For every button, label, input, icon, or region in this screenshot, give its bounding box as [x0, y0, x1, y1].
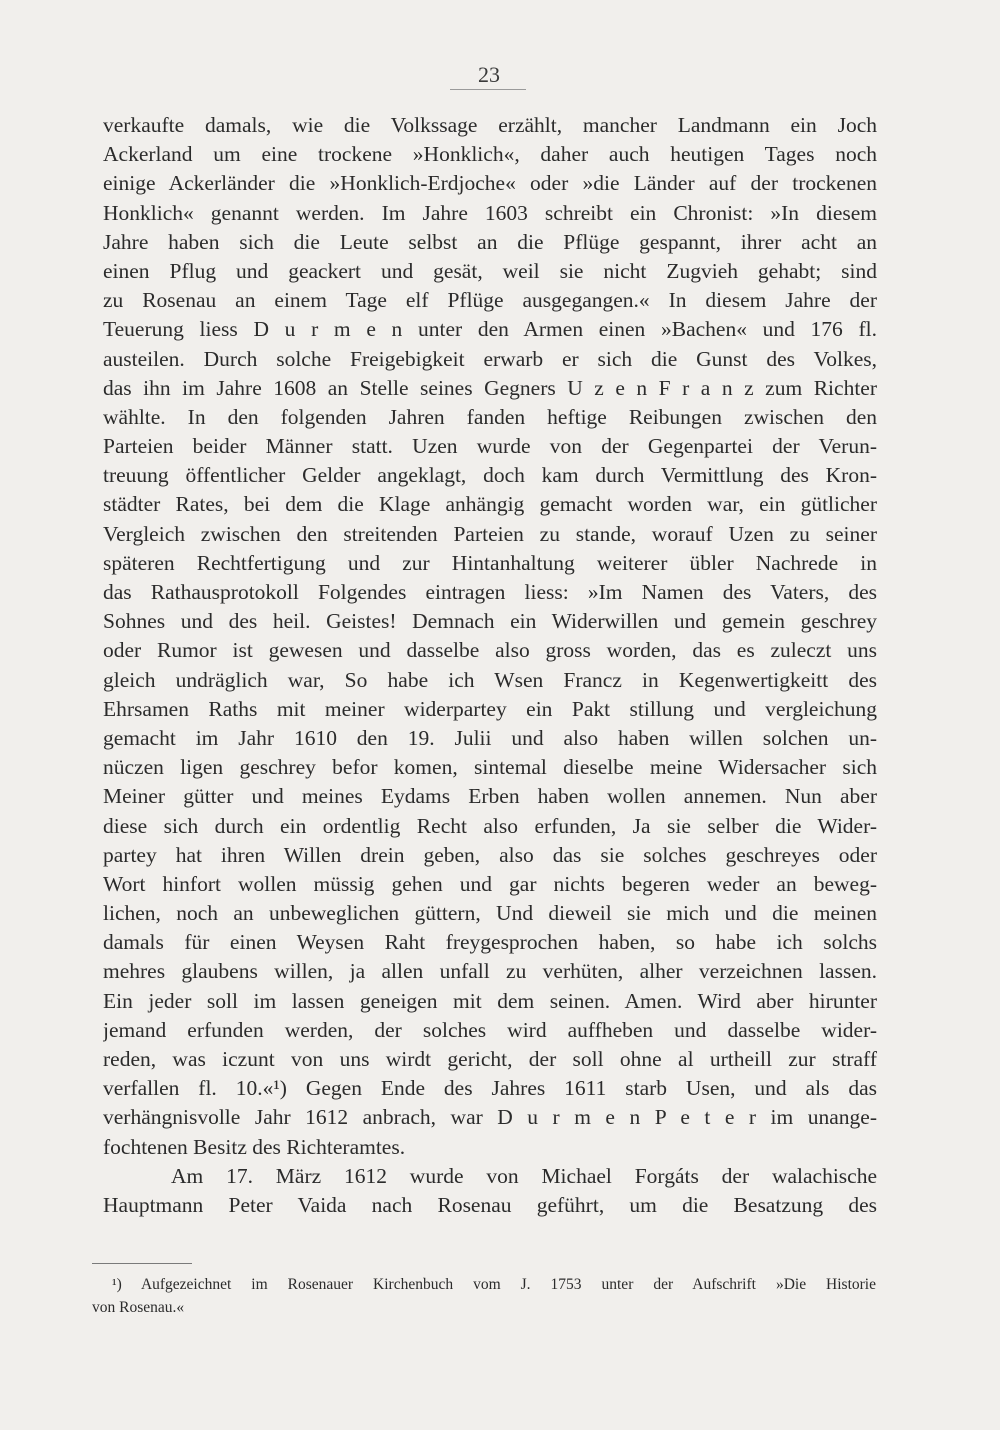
text-line: einen Pflug und geackert und gesät, weil sie nicht Zugvieh gehabt; sind [103, 258, 877, 283]
text-line: Wort hinfort wollen müssig gehen und gar nichts begeren weder an beweg- [103, 871, 877, 896]
footnote-rule [92, 1263, 192, 1264]
text-line: Ackerland um eine trockene »Honklich«, daher auch heutigen Tages noch [103, 142, 877, 167]
text-line: gemacht im Jahr 1610 den 19. Julii und also haben willen solchen un- [103, 725, 877, 750]
text-line: Parteien beider Männer statt. Uzen wurde von der Gegenpartei der Verun- [103, 434, 877, 459]
text-line: städter Rates, bei dem die Klage anhängig gemacht worden war, ein gütlicher [103, 492, 877, 517]
text-line: nüczen ligen geschrey befor komen, sintemal dieselbe meine Widersacher sich [103, 755, 877, 780]
text-line: verfallen fl. 10.«¹) Gegen Ende des Jahres 1611 starb Usen, und als das [103, 1076, 877, 1101]
text-line: Sohnes und des heil. Geistes! Demnach ein Widerwillen und gemein geschrey [103, 609, 877, 634]
text-line: diese sich durch ein ordentlig Recht also erfunden, Ja sie selber die Wider- [103, 813, 877, 838]
text-line: gleich undräglich war, So habe ich Wsen Francz in Kegenwertigkeitt des [103, 667, 877, 692]
text-line: lichen, noch an unbeweglichen güttern, Und dieweil sie mich und die meinen [103, 901, 877, 926]
footnote-line: von Rosenau.« [92, 1299, 185, 1316]
text-line: Ein jeder soll im lassen geneigen mit dem seinen. Amen. Wird aber hirunter [103, 988, 877, 1013]
text-line: späteren Rechtfertigung und zur Hintanhaltung weiterer übler Nachrede in [103, 550, 877, 575]
text-line: treuung öffentlicher Gelder angeklagt, doch kam durch Vermittlung des Kron- [103, 463, 877, 488]
text-line: reden, was iczunt von uns wirdt gericht, der soll ohne al urtheill zur straff [103, 1047, 877, 1071]
text-line: Teuerung liess D u r m e n unter den Armen einen »Bachen« und 176 fl. [103, 317, 877, 342]
text-line: damals für einen Weysen Raht freygesprochen haben, so habe ich solchs [103, 930, 877, 955]
text-line: das Rathausprotokoll Folgendes eintragen liess: »Im Namen des Vaters, des [103, 580, 877, 604]
text-line: partey hat ihren Willen drein geben, also das sie solches geschreyes oder [103, 842, 877, 867]
text-line: wählte. In den folgenden Jahren fanden heftige Reibungen zwischen den [103, 404, 877, 429]
footnote-line: ¹) Aufgezeichnet im Rosenauer Kirchenbuch vom J. 1753 unter der Aufschrift »Die Historie [112, 1276, 876, 1293]
text-line: jemand erfunden werden, der solches wird auffheben und dasselbe wider- [103, 1017, 877, 1042]
page-number-rule [450, 89, 526, 90]
body-text [103, 111, 877, 1220]
paragraph-end-line: fochtenen Besitz des Richteramtes. [103, 1134, 406, 1159]
text-line: das ihn im Jahre 1608 an Stelle seines Gegners U z e n F r a n z zum Richter [103, 375, 877, 400]
footnotes [92, 1273, 876, 1319]
text-line: Honklich« genannt werden. Im Jahre 1603 schreibt ein Chronist: »In diesem [103, 200, 877, 225]
text-line: oder Rumor ist gewesen und dasselbe also gross worden, das es zuleczt uns [103, 638, 877, 663]
text-line: Meiner gütter und meines Eydams Erben haben wollen annemen. Nun aber [103, 784, 877, 809]
paragraph-start-line: Am 17. März 1612 wurde von Michael Forgáts der walachische [171, 1163, 877, 1188]
text-line: austeilen. Durch solche Freigebigkeit erwarb er sich die Gunst des Volkes, [103, 346, 877, 371]
text-line: verhängnisvolle Jahr 1612 anbrach, war D u r m e n P e t e r im unange- [103, 1105, 877, 1130]
text-line: Vergleich zwischen den streitenden Parteien zu stande, worauf Uzen zu seiner [103, 521, 877, 546]
text-line: einige Ackerländer die »Honklich-Erdjoche« oder »die Länder auf der trockenen [103, 171, 877, 196]
text-line: verkaufte damals, wie die Volkssage erzählt, mancher Landmann ein Joch [103, 113, 877, 137]
text-line: Hauptmann Peter Vaida nach Rosenau geführt, um die Besatzung des [103, 1192, 877, 1217]
text-line: Ehrsamen Raths mit meiner widerpartey ein Pakt stillung und vergleichung [103, 696, 877, 721]
text-line: mehres glaubens willen, ja allen unfall zu verhüten, alher verzeichnen lassen. [103, 959, 877, 984]
text-line: zu Rosenau an einem Tage elf Pflüge ausgegangen.« In diesem Jahre der [103, 288, 877, 313]
page-number: 23 [478, 62, 500, 87]
text-line: Jahre haben sich die Leute selbst an die Pflüge gespannt, ihrer acht an [103, 229, 877, 254]
